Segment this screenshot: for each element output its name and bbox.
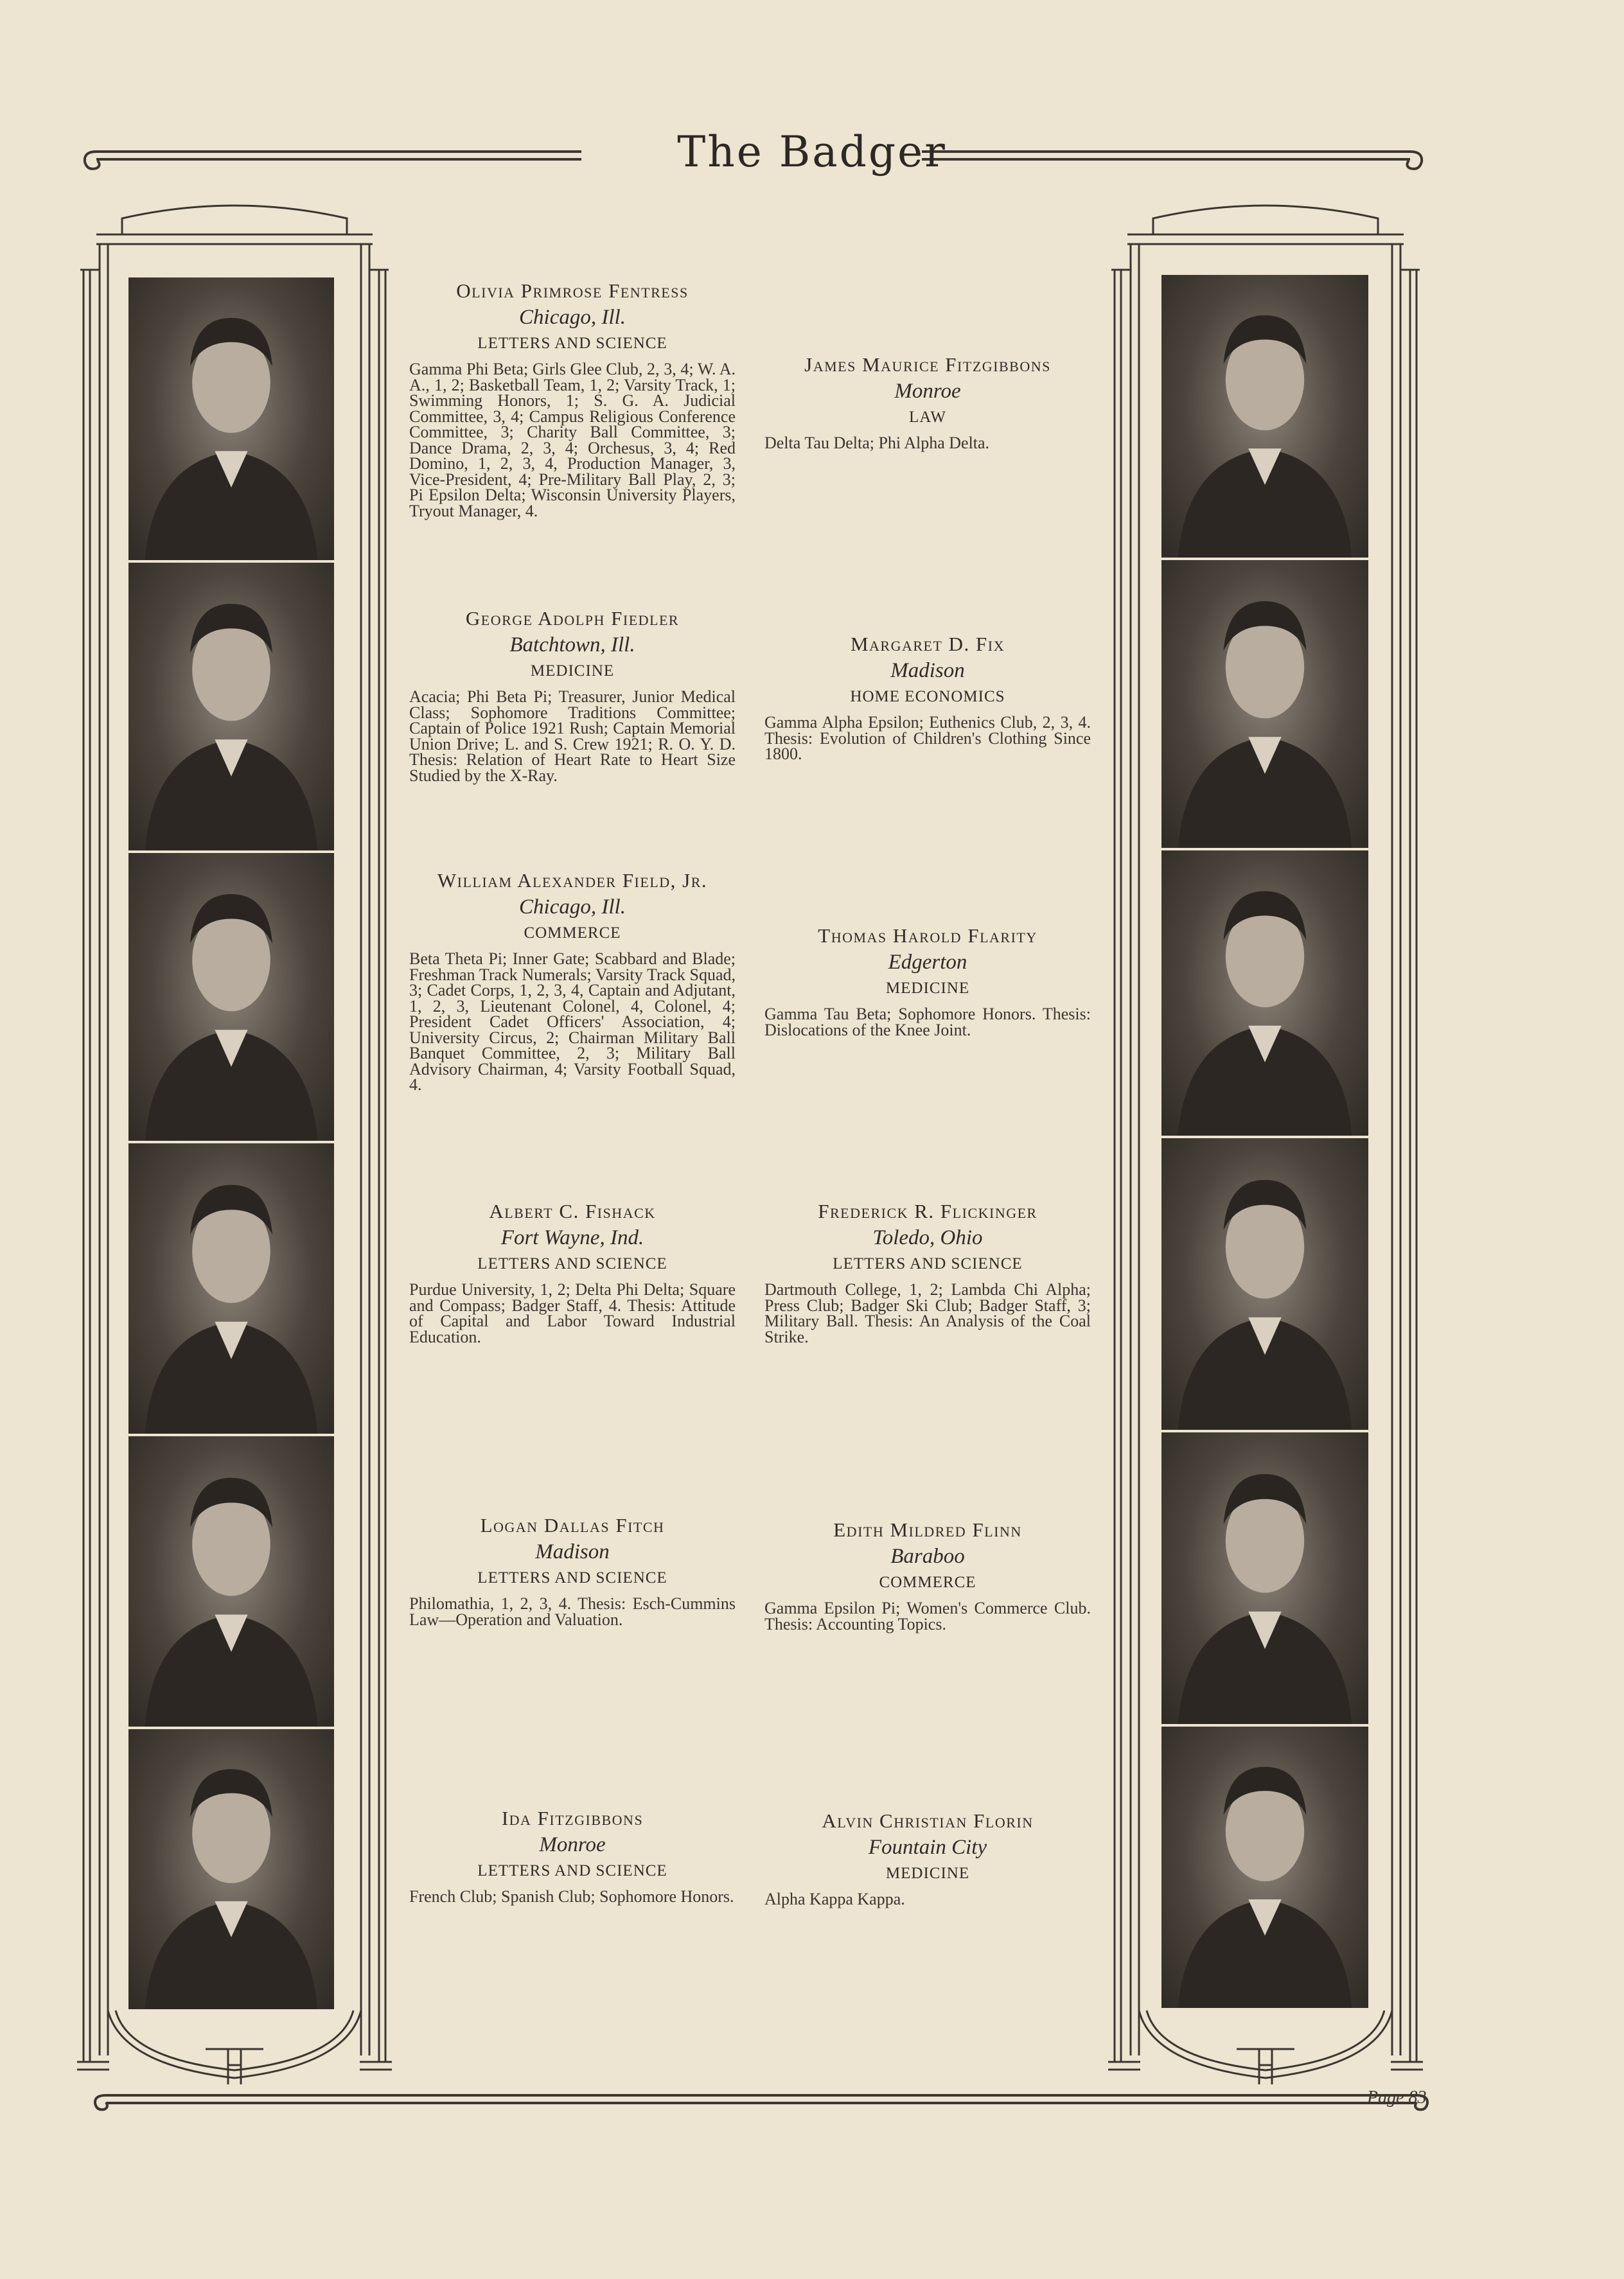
student-activities: Gamma Alpha Epsilon; Euthenics Club, 2, 3, 4. Thesis: Evolution of Children's Clothing Since 1800.	[764, 713, 1091, 763]
student-name: Alvin Christian Florin	[822, 1809, 1034, 1832]
student-hometown: Monroe	[894, 380, 961, 403]
portrait-photo	[128, 1436, 334, 1727]
student-name: William Alexander Field, Jr.	[437, 869, 708, 892]
student-hometown: Edgerton	[888, 951, 967, 974]
student-activities: Gamma Tau Beta; Sophomore Honors. Thesis: Dislocations of the Knee Joint.	[764, 1005, 1091, 1039]
student-entry	[409, 1513, 736, 1628]
student-name: Margaret D. Fix	[850, 633, 1005, 655]
student-hometown: Toledo, Ohio	[872, 1226, 983, 1249]
student-hometown: Monroe	[539, 1833, 606, 1856]
student-department: MEDICINE	[530, 662, 615, 680]
portrait-photo	[1161, 1432, 1368, 1724]
portrait-photo	[1161, 560, 1368, 848]
student-activities: Purdue University, 1, 2; Delta Phi Delta; Square and Compass; Badger Staff, 4. Thesis: Attitude of Capital and Labor Toward Industrial Education.	[409, 1280, 736, 1346]
student-entry	[764, 1517, 1091, 1632]
student-entry	[764, 352, 1091, 452]
student-department: MEDICINE	[885, 1865, 970, 1882]
student-department: LAW	[909, 409, 946, 426]
student-department: LETTERS AND SCIENCE	[477, 1255, 667, 1272]
student-hometown: Batchtown, Ill.	[509, 633, 635, 656]
student-activities: Beta Theta Pi; Inner Gate; Scabbard and Blade; Freshman Track Numerals; Varsity Track Squad, 3; Cadet Corps, 1, 2, 3, 4, Captain and Adjutant, 1, 2, 3, Lieutenant Colonel, 4, Colonel, 4; President Cadet Officers' Association, 4; University Circus, 2; Chairman Military Ball Banquet Committee, 2, 3; Military Ball Advisory Chairman, 4; Varsity Football Squad, 4.	[409, 949, 736, 1094]
student-entry	[764, 1808, 1091, 1908]
student-entry	[409, 1806, 736, 1905]
portrait-photo	[128, 277, 334, 560]
student-activities: Acacia; Phi Beta Pi; Treasurer, Junior Medical Class; Sophomore Traditions Committee; Captain of Police 1921 Rush; Captain Memorial Union Drive; L. and S. Crew 1921; R. O. Y. D. Thesis: Relation of Heart Rate to Heart Size Studied by the X-Ray.	[409, 687, 736, 785]
student-name: Albert C. Fishack	[489, 1200, 656, 1222]
student-department: LETTERS AND SCIENCE	[833, 1255, 1023, 1272]
student-entry	[409, 606, 736, 784]
student-name: Frederick R. Flickinger	[818, 1200, 1037, 1222]
page-title: The Badger	[677, 127, 947, 177]
student-entry	[764, 1199, 1091, 1345]
student-activities: Alpha Kappa Kappa.	[764, 1890, 905, 1908]
student-activities: Delta Tau Delta; Phi Alpha Delta.	[764, 434, 990, 452]
student-hometown: Chicago, Ill.	[519, 306, 626, 329]
student-entry	[409, 1199, 736, 1345]
student-hometown: Baraboo	[890, 1545, 965, 1568]
student-name: George Adolph Fiedler	[465, 607, 680, 629]
student-entry	[409, 278, 736, 519]
student-activities: French Club; Spanish Club; Sophomore Honors.	[409, 1887, 734, 1906]
student-department: HOME ECONOMICS	[850, 688, 1005, 705]
student-department: LETTERS AND SCIENCE	[477, 1569, 667, 1587]
portrait-photo	[128, 563, 334, 850]
student-entry	[409, 868, 736, 1093]
portrait-photo	[128, 1143, 334, 1434]
portrait-photo	[128, 1729, 334, 2009]
student-department: LETTERS AND SCIENCE	[477, 1862, 667, 1879]
student-entry	[764, 923, 1091, 1038]
student-hometown: Fort Wayne, Ind.	[500, 1226, 644, 1249]
student-activities: Philomathia, 1, 2, 3, 4. Thesis: Esch-Cummins Law—Operation and Valuation.	[409, 1594, 736, 1629]
student-name: Olivia Primrose Fentress	[456, 279, 689, 302]
student-name: Thomas Harold Flarity	[818, 924, 1037, 947]
portrait-photo	[1161, 1138, 1368, 1430]
student-hometown: Chicago, Ill.	[519, 895, 626, 919]
student-name: Edith Mildred Flinn	[833, 1518, 1022, 1541]
student-name: Ida Fitzgibbons	[501, 1807, 644, 1829]
student-department: COMMERCE	[879, 1574, 976, 1591]
student-activities: Dartmouth College, 1, 2; Lambda Chi Alpha; Press Club; Badger Ski Club; Badger Staff, 3; Military Ball. Thesis: An Analysis of the Coal Strike.	[764, 1280, 1091, 1346]
student-name: James Maurice Fitzgibbons	[804, 353, 1051, 376]
student-department: LETTERS AND SCIENCE	[477, 335, 667, 352]
student-activities: Gamma Phi Beta; Girls Glee Club, 2, 3, 4; W. A. A., 1, 2; Basketball Team, 1, 2; Varsity Track, 1; Swimming Honors, 1; S. G. A. Judicial Committee, 3, 4; Campus Religious Conference Committee, 3; Charity Ball Committee, 3; Dance Drama, 2, 3, 4; Orchesus, 3, 4; Red Domino, 1, 2, 3, 4, Production Manager, 3, Vice-President, 4; Pre-Military Ball Play, 2, 3; Pi Epsilon Delta; Wisconsin University Players, Tryout Manager, 4.	[409, 360, 736, 520]
portrait-photo	[1161, 850, 1368, 1136]
student-hometown: Fountain City	[868, 1836, 987, 1859]
portrait-photo	[1161, 1727, 1368, 2008]
student-hometown: Madison	[890, 659, 965, 682]
student-department: MEDICINE	[885, 980, 970, 997]
portrait-photo	[1161, 275, 1368, 558]
portrait-photo	[128, 853, 334, 1141]
student-name: Logan Dallas Fitch	[480, 1514, 665, 1536]
student-department: COMMERCE	[524, 924, 621, 942]
student-activities: Gamma Epsilon Pi; Women's Commerce Club. Thesis: Accounting Topics.	[764, 1599, 1091, 1633]
page-number: Page 83	[1367, 2088, 1427, 2107]
student-entry	[764, 631, 1091, 762]
student-hometown: Madison	[535, 1540, 610, 1563]
